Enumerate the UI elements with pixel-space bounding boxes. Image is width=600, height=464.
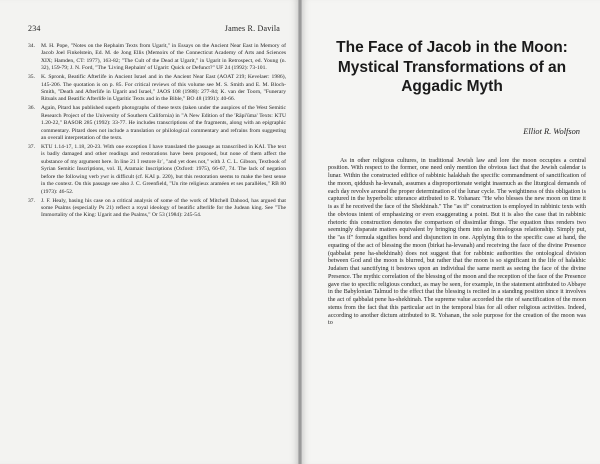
endnote-number: 37. [28, 144, 35, 151]
endnote-text: M. H. Pope, "Notes on the Rephaim Texts from Ugarit," in Essays on the Ancient Near East in Memory of Jacob Joel Finkelstein, Ed. M. de Jong Ellis (Memoirs of the Connecticut Academy of Arts and Sciences XIX; Hamden, CT: 1977), 163-82; "The Cult of the Dead at Ugarit," in Ugarit in Retrospect, ed. Young (n. 32), 159-79; J. N. Ford, "The 'Living Rephaim' of Ugarit: Quick or Defunct?" UF 24 (1992): 73-101. [41, 43, 286, 72]
endnote [28, 43, 286, 73]
endnote [28, 74, 286, 104]
endnote-text: K. Spronk, Beatific Afterlife in Ancient Israel and in the Ancient Near East (AOAT 219; Kevelaer: 1986), 145-206. The quotation is on p. 85. For critical reviews of this volume see M. S. Smith and E. M. Bloch-Smith, "Death and Afterlife in Ugarit and Israel," JAOS 108 (1988): 277-84; K. van der Toorn, "Funerary Rituals and Beatific Afterlife in Ugaritic Texts and in the Bible," BO 48 (1991): 40-66. [41, 74, 286, 103]
endnote-number: 34. [28, 43, 35, 49]
running-author: James R. Davila [224, 24, 280, 33]
endnotes [28, 43, 286, 220]
page-number: 234 [28, 24, 41, 33]
endnote-number: 37. [28, 197, 35, 204]
endnote-number: 35. [28, 74, 35, 81]
endnote-text: KTU 1.14-17, 1.18, 20-23. With one exception I have translated the passage as transcribed in KAI. The text is badly damaged and other readings and restorations have been proposed, but none of them affect the substance of my argument here. In line 21 I restore šrʿ, "and yet does not," with J. C. L. Gibson, Textbook of Syrian Semitic Inscriptions, vol. II, Aramaic Inscriptions (Oxford: 1975), 66-67, 74. The lack of negation before the following verb ywr is difficult (cf. KAI p. 220), but this restoration seems to make the best sense in the context. On this passage see also J. C. Greenfield, "Un rite religieux araméen et ses parallèles," RB 80 (1973): 46-52. [41, 144, 286, 195]
endnote-text: J. F. Healy, basing his case on a critical analysis of some of the work of Mitchell Dahood, has argued that some Psalms (especially Ps 21) reflect a royal ideology of beatific afterlife for the Judean king. See "The Immortality of the King: Ugarit and the Psalms," Or 53 (1984): 245-54. [41, 197, 286, 219]
article-author: Elliot R. Wolfson [523, 126, 580, 136]
endnote [28, 198, 286, 220]
article-title: The Face of Jacob in the Moon: Mystical Transformations of an Aggadic Myth [336, 39, 568, 95]
article-body: As in other religious cultures, in traditional Jewish law and lore the moon occupies a central position. With respect to the former, one need only mention the obvious fact that the Jewish calendar is lunar. Within the constructed edifice of rabbinic halakhah the specific commandment of sanctification of the moon, qiddush ha-levanah, assumes a disproportionate weight inasmuch as the liturgical demands of each day revolve around the proper determination of the lunar cycle. The weightiness of this obligation is captured in the hyperbolic utterance attributed to R. Yohanan: "He who blesses the new moon on time it is as if he received the face of the Shekhinah." The "as if" construction is employed in rabbinic texts with the obvious intent of emphasizing or even exaggerating a point. But it is also the case that in rabbinic rhetoric this construction denotes the comparison of dissimilar things. The equation thus renders two seemingly disparate matters equivalent by bringing them into an homologous relationship. Simply put, the "as if" formula signifies bond and disjunction in one. Applying this to the specific case at hand, the equating of the act of blessing the moon (birkat ha-levanah) and receiving the face of the divine Presence (qabbalat pene ha-shekhinah) does not suggest that for rabbinic authorities the ontological division between God and the moon is blurred, but rather that the moon is so significant in the life of halakhic Judaism that sanctifying it bestows upon an individual the same merit as seeing the face of the divine Presence. The mythic correlation of the blessing of the moon and the reception of the face of the Presence gave rise to specific religious conduct, as may be seen, for example, in the statement attributed to Abbaye in the Babylonian Talmud to the effect that the blessing is recited in a standing position since it involves the act of qabbalat pene ha-shekhinah. The supreme value accorded the rite of sanctification of the moon stems from the fact that this particular act in the temporal bias for all other religious activities. Indeed, according to another dictum attributed to R. Yohanan, the sole purpose for the creation of the moon was to [328, 157, 586, 327]
endnote [28, 105, 286, 142]
left-page [0, 0, 298, 464]
right-page [302, 0, 600, 464]
endnote-text: Again, Pitard has published superb photographs of these texts (taken under the auspices of the West Semitic Research Project of the University of Southern California) in "A New Edition of the 'Rāpi'ūma' Texts: KTU 1.20-22," BASOR 285 (1992): 33-77. He includes transcriptions of the fragments, along with an epigraphic commentary. Pitard does not include a translation or philological commentary and refrains from suggesting an overall interpretation of the texts. [41, 105, 286, 142]
running-head [28, 24, 286, 33]
endnote-number: 36. [28, 105, 35, 112]
endnote [28, 144, 286, 196]
